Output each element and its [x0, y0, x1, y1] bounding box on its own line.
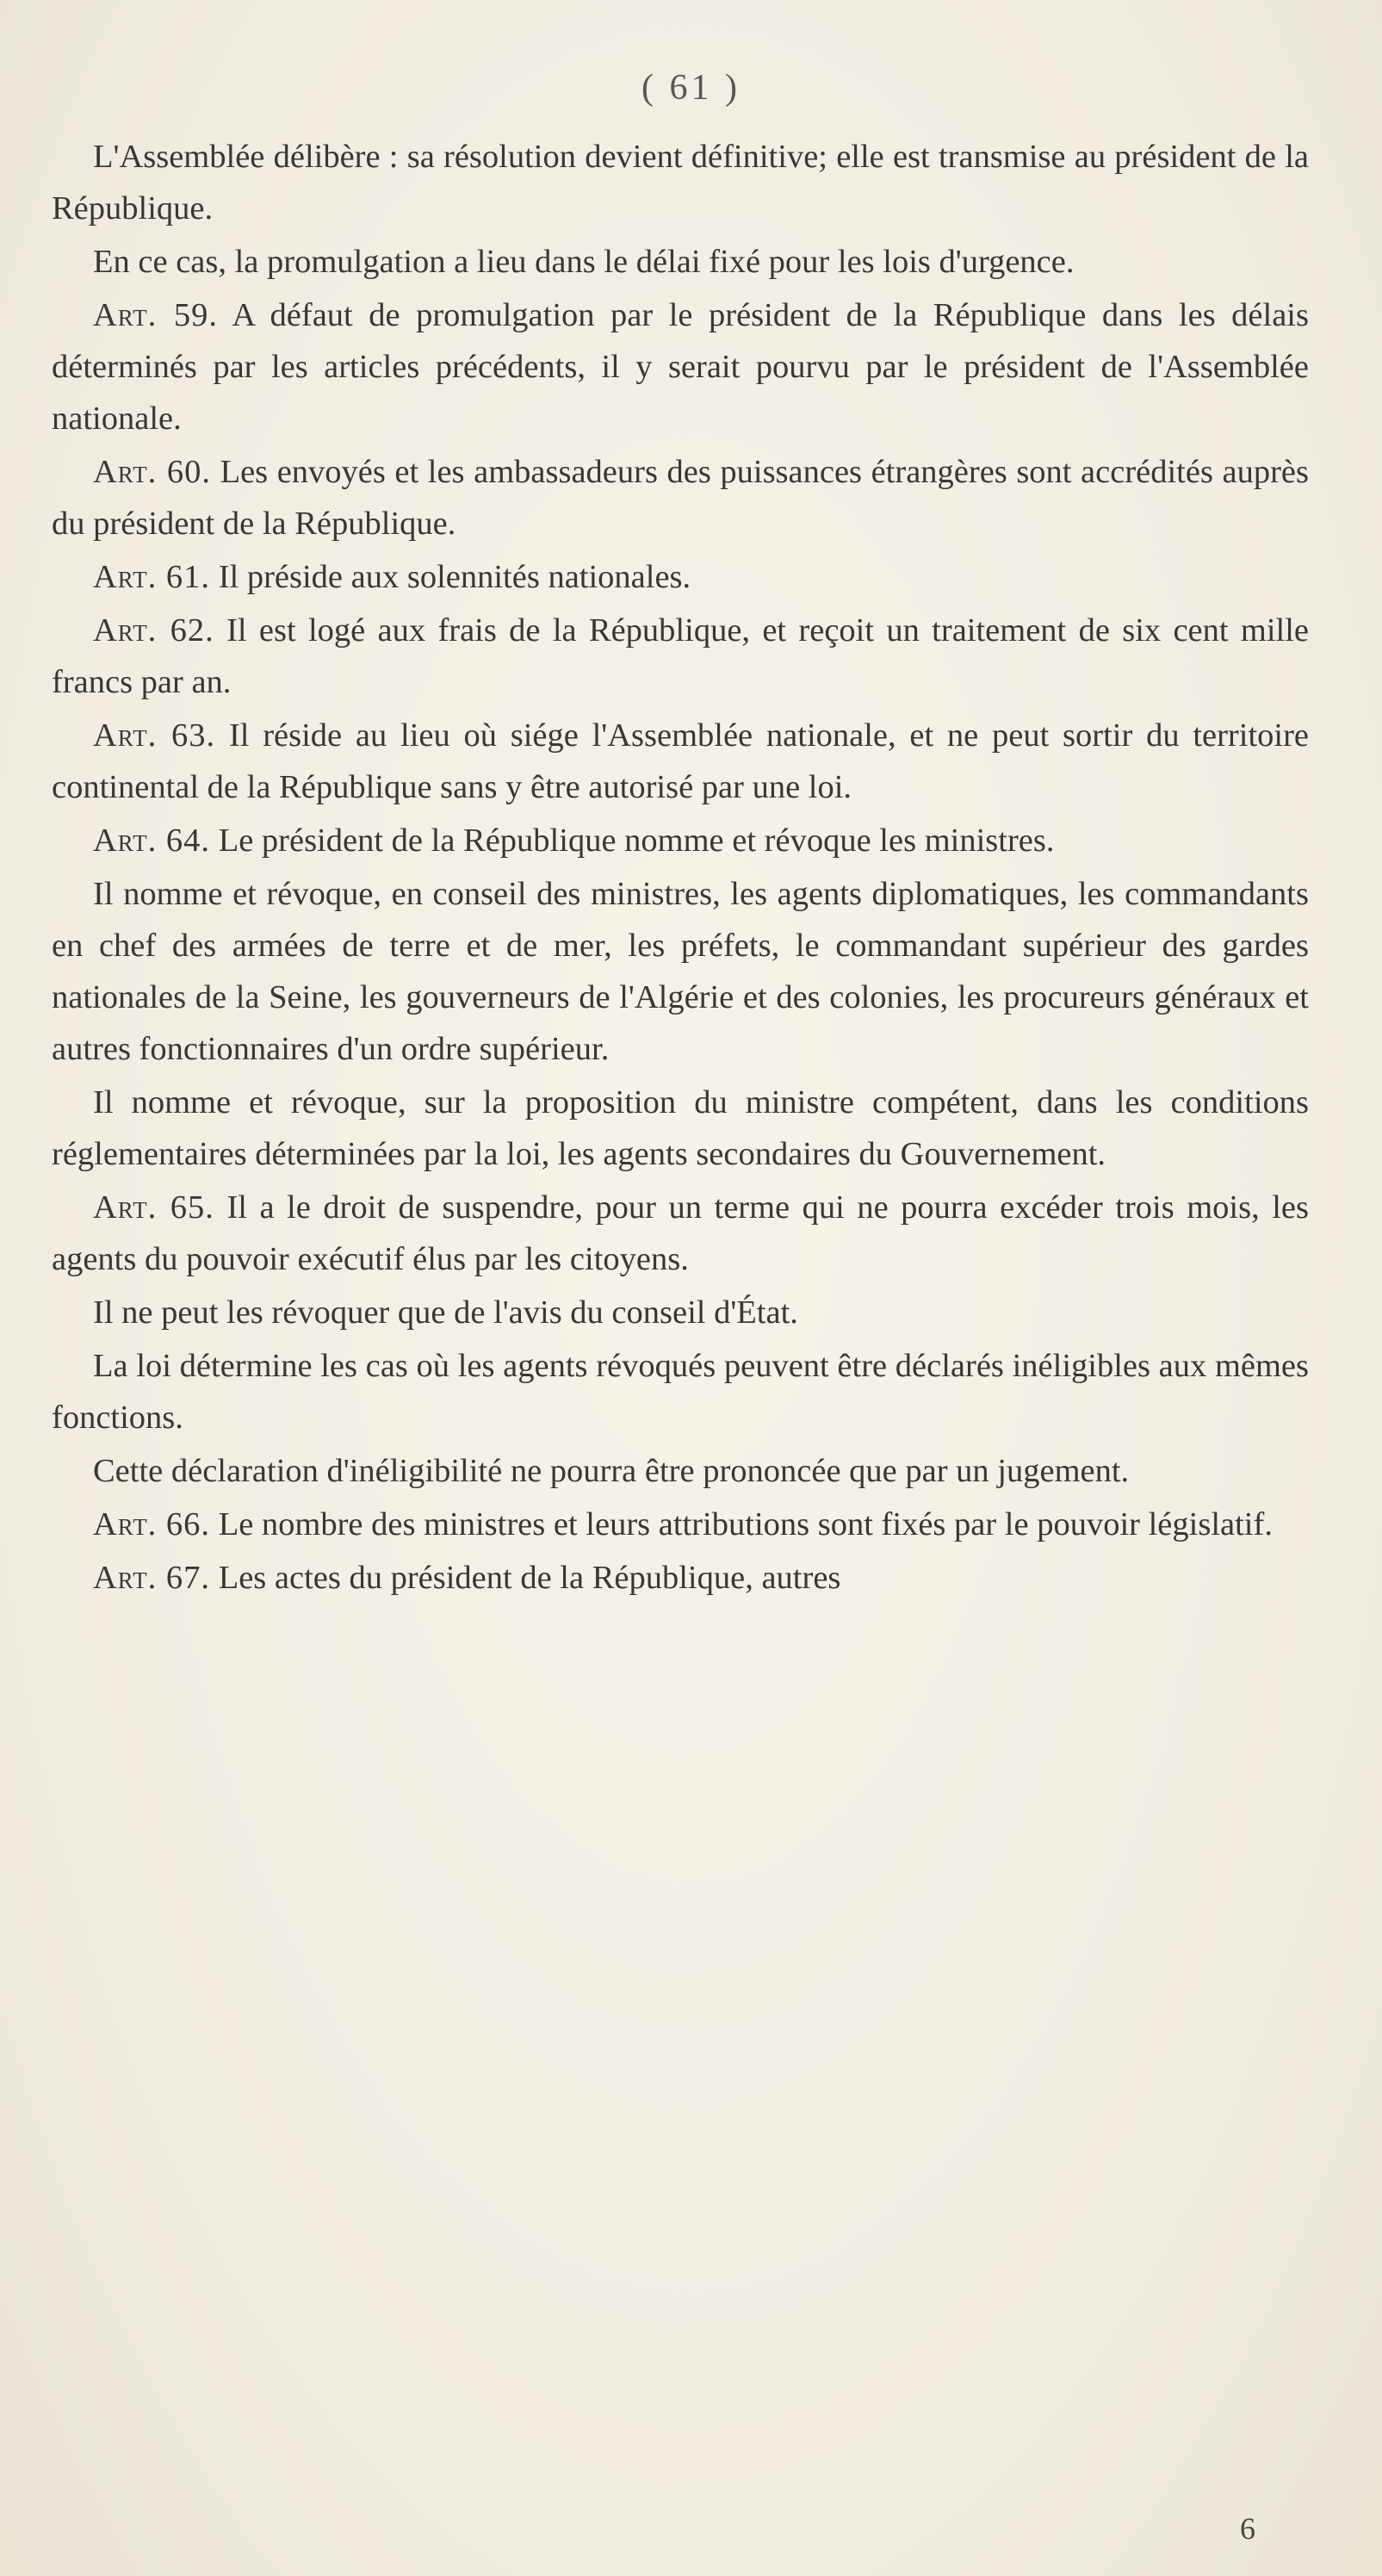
article-text: Il réside au lieu où siége l'Assemblée nationale, et ne peut sortir du territoire continental de la République sans y être autorisé par une loi.	[52, 717, 1310, 805]
article-label: Art. 60.	[93, 454, 211, 490]
article-text: A défaut de promulgation par le président de la République dans les délais déterminés par les articles précédents, il y serait pourvu par le président de l'Assemblée nationale.	[52, 297, 1309, 437]
article-65	[52, 1182, 1309, 1285]
body-text	[52, 131, 1309, 1605]
article-text: Les actes du président de la République, autres	[218, 1560, 841, 1596]
paragraph-assembly-deliberation	[52, 131, 1309, 234]
paragraph-text: Il nomme et révoque, sur la proposition du ministre compétent, dans les conditions réglementaires déterminées par la loi, les agents secondaires du Gouvernement.	[52, 1084, 1309, 1172]
article-67	[52, 1552, 1309, 1604]
signature-mark: 6	[1240, 2511, 1255, 2546]
paragraph-ineligibility-judgment	[52, 1445, 1309, 1497]
article-text: Les envoyés et les ambassadeurs des puissances étrangères sont accrédités auprès du président de la République.	[52, 454, 1309, 542]
paragraph-text: En ce cas, la promulgation a lieu dans le délai fixé pour les lois d'urgence.	[93, 244, 1075, 280]
article-label: Art. 67.	[93, 1560, 211, 1596]
paragraph-text: Il nomme et révoque, en conseil des ministres, les agents diplomatiques, les commandants en chef des armées de terre et de mer, les préfets, le commandant supérieur des gardes nationales de la Seine, les gouverneurs de l'Algérie et des colonies, les procureurs généraux et autres fonctionnaires d'un ordre supérieur.	[52, 876, 1309, 1067]
article-60	[52, 446, 1309, 549]
article-label: Art. 66.	[93, 1506, 211, 1542]
article-64	[52, 815, 1309, 866]
paragraph-text: Il ne peut les révoquer que de l'avis du conseil d'État.	[93, 1294, 798, 1331]
article-label: Art. 65.	[93, 1189, 214, 1226]
paragraph-revocation	[52, 1287, 1309, 1338]
paragraph-promulgation-delay	[52, 236, 1309, 288]
article-61	[52, 551, 1309, 603]
article-label: Art. 63.	[93, 717, 216, 754]
article-text: Il est logé aux frais de la République, et reçoit un traitement de six cent mille francs par an.	[52, 612, 1310, 700]
article-text: Le président de la République nomme et révoque les ministres.	[218, 822, 1055, 859]
paragraph-text: L'Assemblée délibère : sa résolution devient définitive; elle est transmise au président de la République.	[52, 139, 1309, 227]
article-62	[52, 605, 1309, 708]
article-label: Art. 62.	[93, 612, 214, 649]
paragraph-text: La loi détermine les cas où les agents révoqués peuvent être déclarés inéligibles aux mêmes fonctions.	[52, 1348, 1309, 1436]
article-66	[52, 1499, 1309, 1550]
article-label: Art. 59.	[93, 297, 218, 333]
article-text: Il a le droit de suspendre, pour un terme qui ne pourra excéder trois mois, les agents du pouvoir exécutif élus par les citoyens.	[52, 1189, 1309, 1277]
paragraph-appointments	[52, 868, 1309, 1075]
article-text: Il préside aux solennités nationales.	[218, 559, 691, 595]
article-text: Le nombre des ministres et leurs attributions sont fixés par le pouvoir législatif.	[218, 1506, 1273, 1542]
article-63	[52, 710, 1309, 813]
paragraph-ineligibility-cases	[52, 1340, 1309, 1443]
page-header: ( 61 )	[641, 68, 741, 108]
article-label: Art. 61.	[93, 559, 211, 595]
article-label: Art. 64.	[93, 822, 211, 859]
paragraph-secondary-agents	[52, 1077, 1309, 1180]
paragraph-text: Cette déclaration d'inéligibilité ne pourra être prononcée que par un jugement.	[93, 1453, 1130, 1489]
article-59	[52, 289, 1309, 444]
